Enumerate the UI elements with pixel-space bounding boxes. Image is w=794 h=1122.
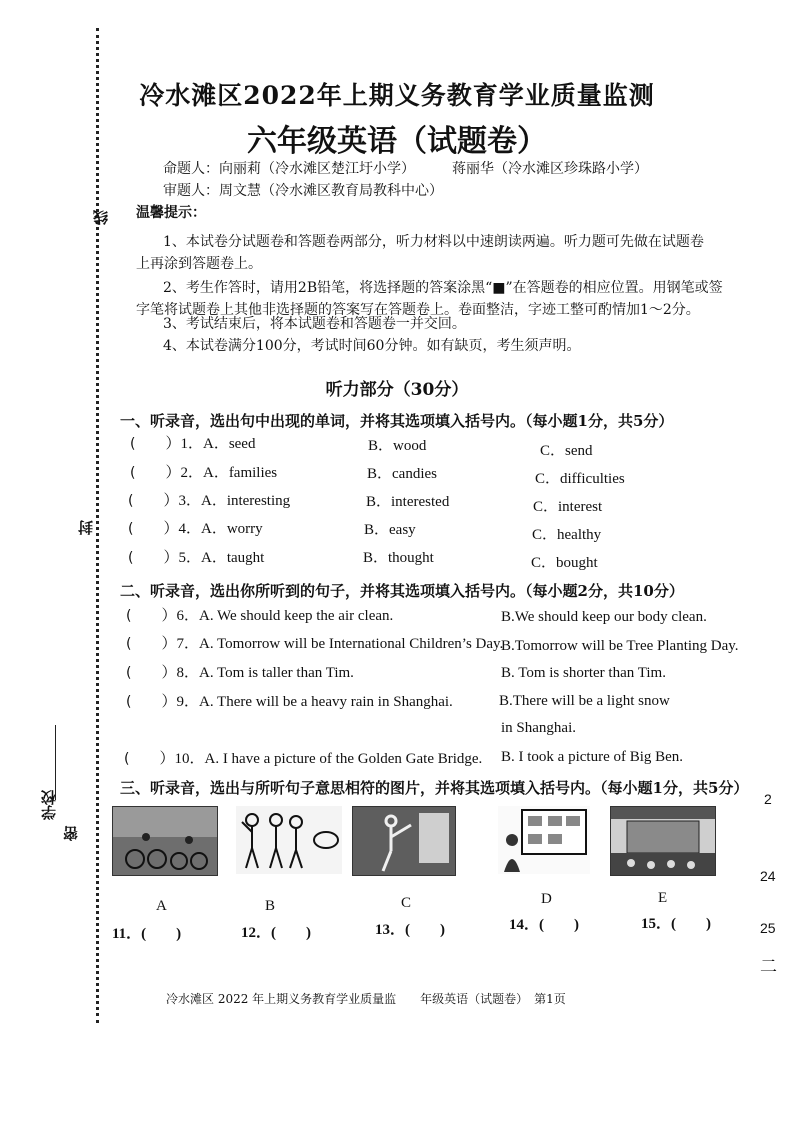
question-5-option-b: B．thought bbox=[363, 550, 434, 566]
part1-heading: 一、听录音，选出句中出现的单词，并将其选项填入括号内。（每小题1分，共5分） bbox=[120, 412, 674, 430]
tip-1-line-2: 上再涂到答题卷上。 bbox=[136, 256, 262, 272]
listening-heading: 听力部分（30分） bbox=[325, 380, 469, 400]
answer-12: 12．( ) bbox=[241, 925, 311, 941]
part3-heading: 三、听录音，选出与所听句子意思相符的图片，并将其选项填入括号内。（每小题1分，共5分） bbox=[120, 779, 749, 797]
question-5-option-c: C．bought bbox=[531, 555, 598, 571]
school-label: 学校 bbox=[40, 790, 58, 820]
tip-1-line-1: 1、本试卷分试题卷和答题卷两部分，听力材料以中速朗读两遍。听力题可先做在试题卷 bbox=[163, 234, 704, 250]
question-2-option-c: C．difficulties bbox=[535, 471, 625, 487]
edge-mark-4: 二 bbox=[760, 957, 777, 976]
edge-mark-1: 2 bbox=[764, 791, 772, 807]
part2-heading: 二、听录音，选出你所听到的句子，并将其选项填入括号内。（每小题2分，共10分） bbox=[120, 582, 684, 600]
reviewer-line bbox=[163, 180, 443, 200]
tip-2-line-2: 字笔将试题卷上其他非选择题的答案写在答题卷上。卷面整洁，字迹工整可酌情加1～2分。 bbox=[136, 302, 700, 318]
question-9-option-a: ( ）9．A. There will be a heavy rain in Shanghai. bbox=[126, 694, 453, 710]
question-7-option-a: ( ）7．A. Tomorrow will be International Children’s Day. bbox=[126, 636, 504, 652]
picture-e-stage bbox=[610, 806, 716, 876]
exam-title: 冷水滩区2022年上期义务教育学业质量监测 bbox=[139, 81, 655, 110]
question-4-option-b: B．easy bbox=[364, 522, 416, 538]
reviewer: 周文慧（冷水滩区教育局教科中心） bbox=[219, 183, 443, 199]
reviewer-label: 审题人： bbox=[163, 183, 219, 199]
question-6-option-b: B.We should keep our body clean. bbox=[501, 609, 707, 625]
answer-15: 15．( ) bbox=[641, 916, 711, 932]
question-7-option-b: B.Tomorrow will be Tree Planting Day. bbox=[501, 638, 739, 654]
tip-3: 3、考试结束后，将本试题卷和答题卷一并交回。 bbox=[163, 316, 466, 332]
question-5: ( ）5．A．taught bbox=[128, 550, 265, 566]
question-2-option-b: B．candies bbox=[367, 466, 437, 482]
picture-c-dancing bbox=[352, 806, 456, 876]
binding-label-seal: 封 bbox=[77, 520, 95, 535]
binding-label-line: 线 bbox=[92, 210, 110, 225]
question-2: ( ）2．A．families bbox=[130, 465, 278, 481]
question-3-option-c: C．interest bbox=[533, 499, 603, 515]
tip-4: 4、本试卷满分100分，考试时间60分钟。如有缺页，考生须声明。 bbox=[163, 338, 581, 354]
question-9-option-b: B.There will be a light snow bbox=[499, 693, 670, 709]
edge-mark-3: 25 bbox=[760, 920, 776, 936]
author-2: 蒋丽华（冷水滩区珍珠路小学） bbox=[452, 161, 648, 177]
question-10-option-a: ( ）10．A. I have a picture of the Golden Gate Bridge. bbox=[124, 751, 483, 767]
picture-letter-d: D bbox=[541, 891, 552, 907]
answer-11: 11．( ) bbox=[112, 926, 182, 942]
question-3: ( ）3．A．interesting bbox=[128, 493, 291, 509]
question-8-option-b: B. Tom is shorter than Tim. bbox=[501, 665, 666, 681]
answer-13: 13．( ) bbox=[375, 922, 445, 938]
question-10-option-b: B. I took a picture of Big Ben. bbox=[501, 749, 684, 765]
author-1: 向丽莉（冷水滩区楚江圩小学） bbox=[219, 161, 415, 177]
question-1-option-b: B．wood bbox=[368, 438, 427, 454]
question-4-option-c: C．healthy bbox=[532, 527, 602, 543]
question-3-option-b: B．interested bbox=[366, 494, 450, 510]
authors-line bbox=[163, 158, 415, 178]
binding-dotted-line bbox=[96, 28, 99, 1023]
question-1: ( ）1．A．seed bbox=[130, 436, 256, 452]
page-footer: 冷水滩区 2022 年上期义务教育学业质量监 年级英语（试题卷） 第1页 bbox=[166, 992, 566, 1006]
picture-d-board bbox=[498, 806, 590, 874]
tip-2-line-1: 2、考生作答时，请用2B铅笔，将选择题的答案涂黑“■”在答题卷的相应位置。用钢笔或签 bbox=[163, 280, 723, 296]
exam-subtitle: 六年级英语（试题卷） bbox=[247, 124, 547, 159]
question-8-option-a: ( ）8．A. Tom is taller than Tim. bbox=[126, 665, 354, 681]
question-6-option-a: ( ）6．A. We should keep the air clean. bbox=[126, 608, 394, 624]
question-4: ( ）4．A．worry bbox=[128, 521, 263, 537]
picture-b-exercise bbox=[236, 806, 342, 874]
binding-label-close: 密 bbox=[62, 826, 80, 841]
school-blank-line bbox=[55, 725, 56, 800]
picture-letter-e: E bbox=[658, 890, 668, 906]
picture-letter-a: A bbox=[156, 898, 167, 914]
authors-label: 命题人： bbox=[163, 161, 219, 177]
edge-mark-2: 24 bbox=[760, 868, 776, 884]
picture-a-cycling bbox=[112, 806, 218, 876]
picture-letter-c: C bbox=[401, 895, 412, 911]
question-9-option-b-line-2: in Shanghai. bbox=[501, 720, 576, 736]
question-1-option-c: C．send bbox=[540, 443, 593, 459]
tips-heading: 温馨提示： bbox=[136, 205, 206, 221]
picture-letter-b: B bbox=[265, 898, 276, 914]
answer-14: 14．( ) bbox=[509, 917, 579, 933]
